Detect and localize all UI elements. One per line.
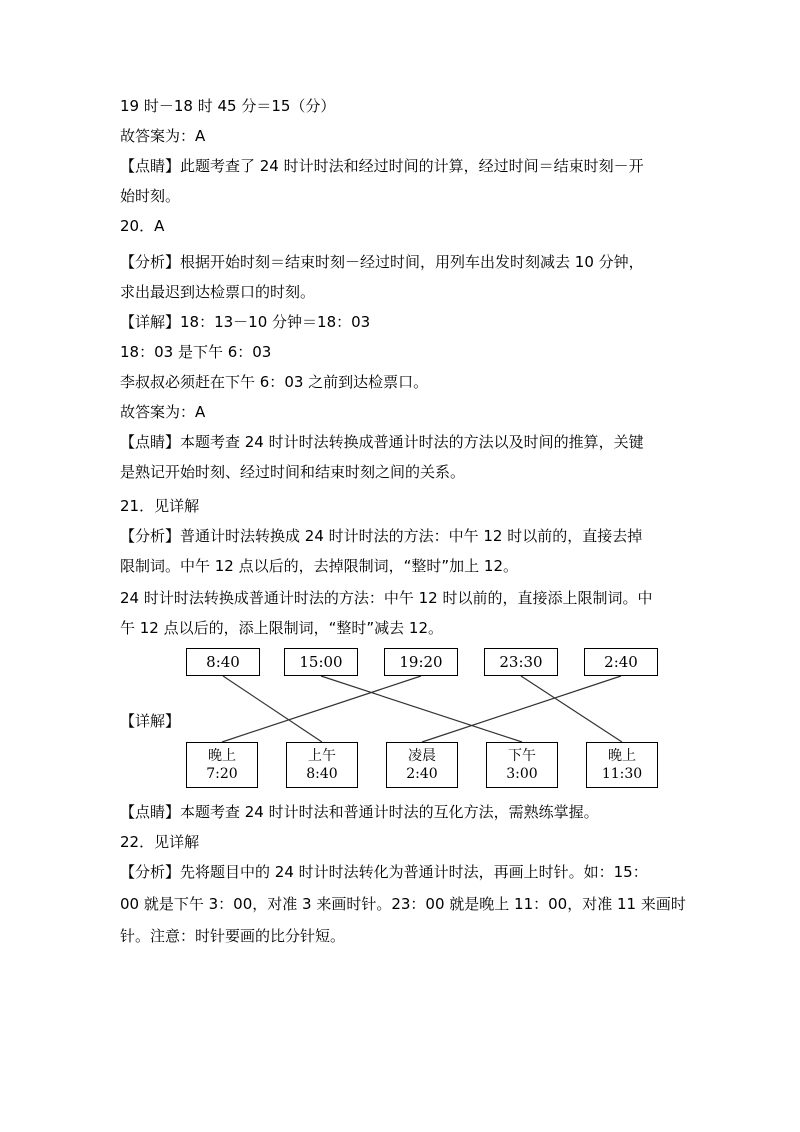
period-label: 下午 [508, 748, 536, 764]
text-line: 故答案为：A [120, 127, 206, 145]
period-label: 凌晨 [408, 748, 436, 764]
time-24h-box: 19:20 [384, 648, 458, 676]
text-line: 故答案为：A [120, 403, 206, 421]
text-line: 始时刻。 [120, 187, 181, 205]
time-12h-box [386, 742, 458, 788]
time-24h-box: 2:40 [584, 648, 658, 676]
text-line: 22．见详解 [120, 833, 200, 851]
text-line: 19 时－18 时 45 分＝15（分） [120, 97, 336, 115]
text-line: 【详解】18：13－10 分钟＝18：03 [120, 313, 371, 331]
text-line: 限制词。中午 12 点以后的，去掉限制词，“整时”加上 12。 [120, 557, 519, 575]
connector-line [223, 676, 322, 742]
text-line: 【点睛】本题考查 24 时计时法转换成普通计时法的方法以及时间的推算，关键 [120, 433, 644, 451]
time-12h-box [486, 742, 558, 788]
time-label: 2:40 [406, 766, 438, 782]
time-12h-box [286, 742, 358, 788]
text-line: 是熟记开始时刻、经过时间和结束时刻之间的关系。 [120, 463, 466, 481]
connector-line [521, 676, 622, 742]
text-line: 18：03 是下午 6：03 [120, 343, 272, 361]
text-line: 00 就是下午 3：00，对准 3 来画时针。23：00 就是晚上 11：00，对准 11 来画时 [120, 895, 686, 913]
text-line: 【分析】普通计时法转换成 24 时计时法的方法：中午 12 时以前的，直接去掉 [120, 527, 643, 545]
text-line: 【点睛】本题考查 24 时计时法和普通计时法的互化方法，需熟练掌握。 [120, 803, 599, 821]
time-24h-box: 23:30 [484, 648, 558, 676]
connector-line [321, 676, 522, 742]
text-line: 20．A [120, 217, 165, 235]
time-24h-box: 8:40 [186, 648, 260, 676]
connector-line [422, 676, 621, 742]
time-12h-box [586, 742, 658, 788]
text-line: 【分析】根据开始时刻＝结束时刻－经过时间，用列车出发时刻减去 10 分钟， [120, 253, 644, 271]
text-line: 24 时计时法转换成普通计时法的方法：中午 12 时以前的，直接添上限制词。中 [120, 589, 653, 607]
time-label: 7:20 [206, 766, 238, 782]
text-line: 求出最迟到达检票口的时刻。 [120, 283, 316, 301]
text-line: 针。注意：时针要画的比分针短。 [120, 927, 346, 945]
text-line: 【分析】先将题目中的 24 时计时法转化为普通计时法，再画上时针。如：15： [120, 863, 648, 881]
connector-line [222, 676, 421, 742]
period-label: 晚上 [208, 748, 236, 764]
time-label: 11:30 [601, 766, 643, 782]
text-line: 午 12 点以后的，添上限制词，“整时”减去 12。 [120, 619, 444, 637]
time-24h-box: 15:00 [284, 648, 358, 676]
time-label: 3:00 [506, 766, 538, 782]
text-line: 21．见详解 [120, 497, 200, 515]
time-label: 8:40 [306, 766, 338, 782]
detail-label: 【详解】 [120, 712, 181, 730]
time-12h-box [186, 742, 258, 788]
text-line: 【点睛】此题考查了 24 时计时法和经过时间的计算，经过时间＝结束时刻－开 [120, 157, 644, 175]
period-label: 晚上 [608, 748, 636, 764]
period-label: 上午 [308, 748, 336, 764]
text-line: 李叔叔必须赶在下午 6：03 之前到达检票口。 [120, 373, 429, 391]
